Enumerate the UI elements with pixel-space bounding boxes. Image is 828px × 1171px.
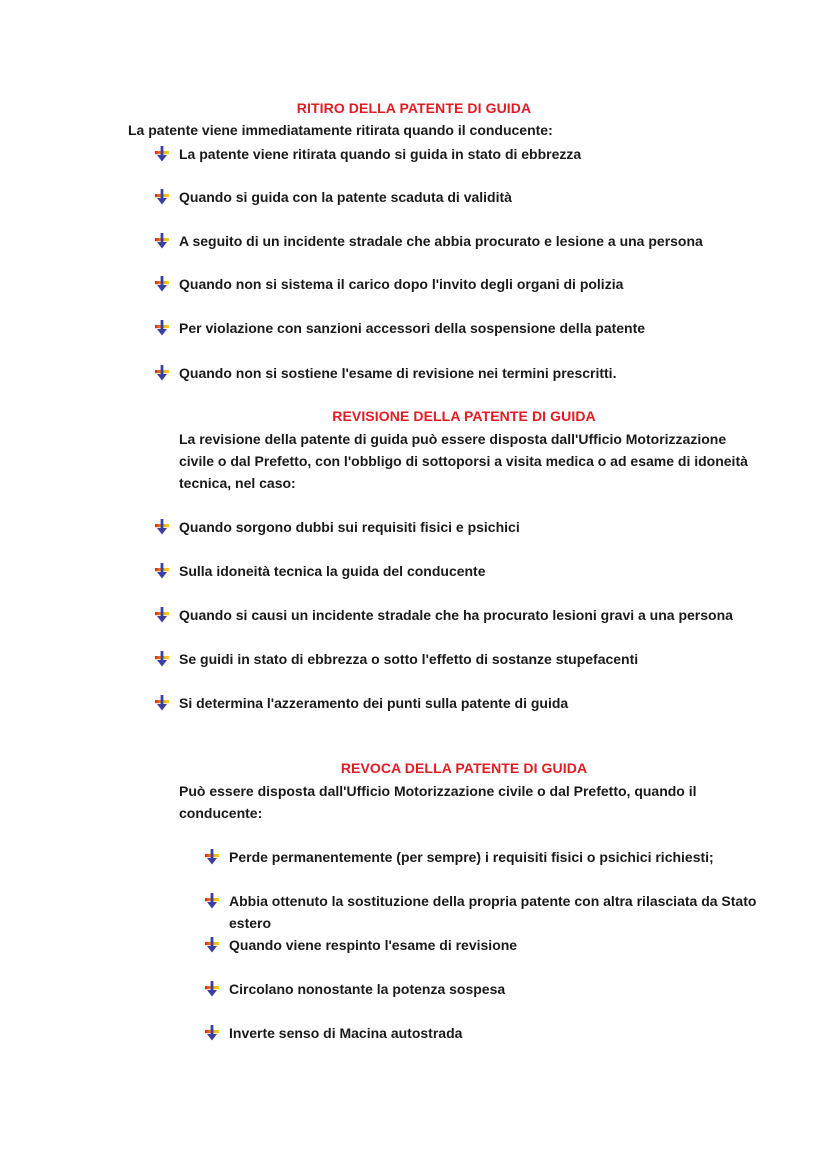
list-item-text: Quando non si sistema il carico dopo l'invito degli organi di polizia: [179, 276, 624, 292]
list-item-text: A seguito di un incidente stradale che abbia procurato e lesione a una persona: [179, 233, 703, 249]
down-arrow-bullet-icon: [155, 320, 169, 336]
down-arrow-bullet-icon: [205, 937, 219, 953]
list-item-text: Quando sorgono dubbi sui requisiti fisici e psichici: [179, 519, 520, 535]
section-intro-revoca: Può essere disposta dall'Ufficio Motorizzazione civile o dal Prefetto, quando il conducente:: [179, 783, 697, 821]
section-intro-ritiro: La patente viene immediatamente ritirata quando il conducente:: [128, 122, 553, 138]
down-arrow-bullet-icon: [155, 276, 169, 292]
list-item-text: Sulla idoneità tecnica la guida del conducente: [179, 563, 486, 579]
down-arrow-bullet-icon: [155, 365, 169, 381]
list-item-text: Quando non si sostiene l'esame di revisione nei termini prescritti.: [179, 365, 617, 381]
section-title-revoca: REVOCA DELLA PATENTE DI GUIDA: [340, 760, 588, 776]
list-item-text: Se guidi in stato di ebbrezza o sotto l'effetto di sostanze stupefacenti: [179, 651, 639, 667]
list-item-text: Quando si causi un incidente stradale che ha procurato lesioni gravi a una persona: [179, 607, 733, 623]
list-item-text: La patente viene ritirata quando si guida in stato di ebbrezza: [179, 146, 582, 162]
down-arrow-bullet-icon: [155, 651, 169, 667]
list-item-text: Si determina l'azzeramento dei punti sulla patente di guida: [179, 695, 569, 711]
down-arrow-bullet-icon: [205, 849, 219, 865]
down-arrow-bullet-icon: [205, 981, 219, 997]
down-arrow-bullet-icon: [155, 607, 169, 623]
section-title-revisione: REVISIONE DELLA PATENTE DI GUIDA: [332, 408, 596, 424]
list-item-text: Perde permanentemente (per sempre) i requisiti fisici o psichici richiesti;: [229, 849, 714, 865]
down-arrow-bullet-icon: [205, 1025, 219, 1041]
down-arrow-bullet-icon: [155, 189, 169, 205]
list-item-text: Abbia ottenuto la sostituzione della propria patente con altra rilasciata da Stato estero: [229, 893, 757, 931]
section-intro-revisione: La revisione della patente di guida può essere disposta dall'Ufficio Motorizzazione civile o dal Prefetto, con l'obbligo di sottoporsi a visita medica o ad esame di idoneità tecnica, nel caso:: [179, 431, 748, 491]
list-item-text: Circolano nonostante la potenza sospesa: [229, 981, 506, 997]
list-item-text: Quando viene respinto l'esame di revisione: [229, 937, 518, 953]
down-arrow-bullet-icon: [155, 146, 169, 162]
down-arrow-bullet-icon: [205, 893, 219, 909]
down-arrow-bullet-icon: [155, 519, 169, 535]
list-item-text: Quando si guida con la patente scaduta di validità: [179, 189, 512, 205]
down-arrow-bullet-icon: [155, 233, 169, 249]
list-item-text: Inverte senso di Macina autostrada: [229, 1025, 463, 1041]
down-arrow-bullet-icon: [155, 563, 169, 579]
down-arrow-bullet-icon: [155, 695, 169, 711]
section-title-ritiro: RITIRO DELLA PATENTE DI GUIDA: [296, 100, 532, 116]
list-item-text: Per violazione con sanzioni accessori della sospensione della patente: [179, 320, 646, 336]
